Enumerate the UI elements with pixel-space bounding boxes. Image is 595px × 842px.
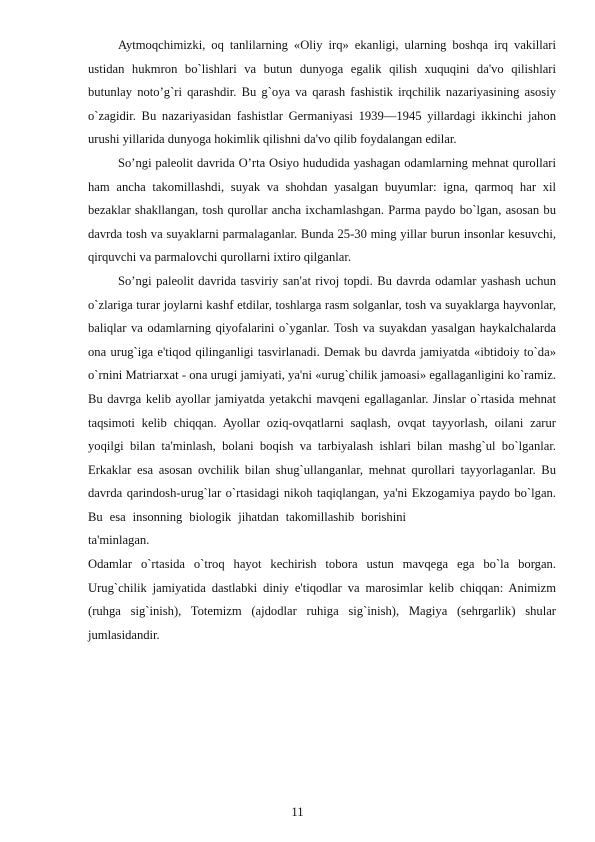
paragraph-paleolithic-tools: So’ngi paleolit davrida O’rta Osiyo hududida yashagan odamlarning mehnat qurollari ham ancha takomillashdi, suyak va shohdan yasalgan buyumlar: igna, qarmoq har xil bezaklar shakllangan, tosh qurollar ancha ixchamlashgan. Parma paydo bo`lgan, asosan bu davrda tosh va suyaklarni parmalaganlar. Bunda 25-30 ming yillar burun insonlar kesuvchi, qirquvchi va parmalovchi qurollarni ixtiro qilganlar. (88, 155, 556, 265)
paragraph-paleolithic-art-text: So’ngi paleolit davrida tasviriy san'at rivoj topdi. Bu davrda odamlar yashash uchun o`zlariga turar joylarni kashf etdilar, toshlarga rasm solganlar, tosh va suyaklarga hayvonlar, baliqlar va odamlarning qiyofalarini o`yganlar. Tosh va suyakdan yasalgan haykalchalarda ona urug`iga e'tiqod qilinganligi tasvirlanadi. Demak bu davrda jamiyatda «ibtidoiy to`da» o`rnini Matriarxat - ona urugi jamiyati, ya'ni «urug`chilik jamoasi» egallaganligini ko`ramiz. Bu davrga kelib ayollar jamiyatda yetakchi mavqeni egallaganlar. Jinslar o`rtasida mehnat taqsimoti kelib chiqqan. Ayollar oziq-ovqatlarni saqlash, ovqat tayyorlash, oilani zarur yoqilgi bilan ta'minlash, bolani boqish va tarbiyalash ishlari bilan mashg`ul bo`lganlar. Erkaklar esa asosan ovchilik bilan shug`ullanganlar, mehnat qurollari tayyorlaganlar. Bu davrda qarindosh-urug`lar o`rtasidagi nikoh taqiqlangan, ya'ni Ekzogamiya paydo bo`lgan. Bu esa insonning biologik jihatdan takomillashib borishini (88, 273, 556, 524)
paragraph-racism: Aytmoqchimizki, oq tanlilarning «Oliy irq» ekanligi, ularning boshqa irq vakillari ustidan hukmron bo`lishlari va butun dunyoga egalik qilish xuquqini da'vo qilishlari butunlay noto’g`ri qarashdir. Bu g`oya va qarash fashistik irqchilik nazariyasining asosiy o`zagidir. Bu nazariyasidan fashistlar Germaniyasi 1939—1945 yillardagi ikkinchi jahon urushi yillarida dunyoga hokimlik qilishni da'vo qilib foydalangan edilar. (88, 38, 556, 147)
paragraph-paleolithic-art (88, 270, 556, 553)
document-page (88, 34, 556, 647)
paragraph-religious-beliefs: Odamlar o`rtasida o`troq hayot kechirish tobora ustun mavqega ega bo`la borgan. Urug`chilik jamiyatida dastlabki diniy e'tiqodlar va marosimlar kelib chiqqan: Animizm (ruhga sig`inish), Totemizm (ajdodlar ruhiga sig`inish), Magiya (sehrgarlik) shular jumlasidandir. (88, 557, 556, 642)
page-number: 11 (291, 805, 304, 819)
paragraph-paleolithic-art-end: ta'minlagan. (88, 533, 150, 548)
